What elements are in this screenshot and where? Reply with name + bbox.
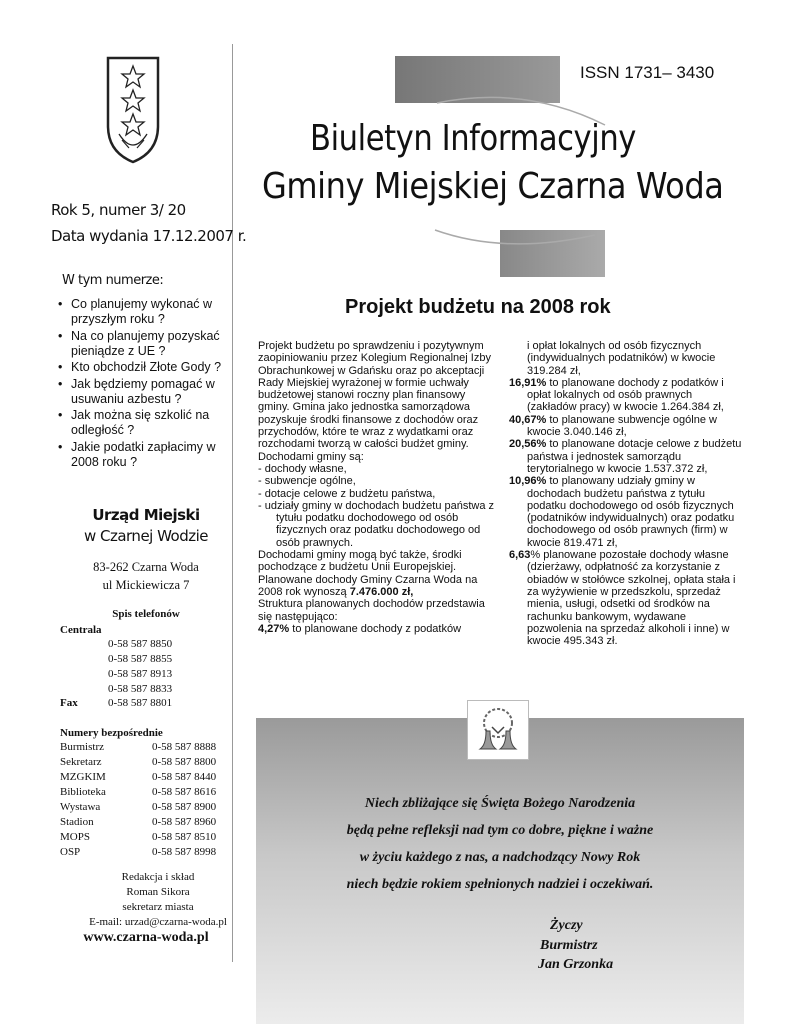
phone-number: 0-58 587 8855 xyxy=(108,653,173,665)
article-heading: Projekt budżetu na 2008 rok xyxy=(345,296,611,318)
toc-list xyxy=(58,297,230,471)
pct-text: to planowane dochody z podatków i opłat lokalnych od osób prawnych (zakładów pracy) w kwocie 1.264.384 zł, xyxy=(527,376,724,414)
pct-value: 4,27% xyxy=(258,622,290,635)
direct-row xyxy=(60,785,216,800)
issue-number: Rok 5, numer 3/ 20 xyxy=(51,201,186,219)
phone-number: 0-58 587 8833 xyxy=(108,683,173,695)
income-item: - dochody własne, xyxy=(258,462,347,475)
direct-row xyxy=(60,830,216,845)
direct-number: 0-58 587 8998 xyxy=(152,846,217,858)
direct-number: 0-58 587 8510 xyxy=(152,831,217,843)
direct-label: Wystawa xyxy=(60,801,101,813)
greeting-line: w życiu każdego z nas, a nadchodzący Nowy Rok xyxy=(359,850,641,865)
greeting-line: Niech zbliżające się Święta Bożego Narodzenia xyxy=(364,796,636,811)
toc-item: • Kto obchodził Złote Gody ? xyxy=(58,360,230,375)
pct-value: 16,91% xyxy=(509,376,547,389)
direct-number: 0-58 587 8440 xyxy=(152,771,217,783)
bulletin-title-line2: Gminy Miejskiej Czarna Woda xyxy=(262,166,724,207)
editor-block xyxy=(60,870,256,930)
christmas-bells-icon xyxy=(467,700,529,760)
signature-title: Burmistrz xyxy=(540,938,598,953)
centrala-numbers xyxy=(108,637,172,697)
phone-number: 0-58 587 8850 xyxy=(108,638,173,650)
toc-item: • Jak będziemy pomagać w usuwaniu azbestu ? xyxy=(58,377,230,407)
pct-item xyxy=(509,549,742,647)
column-divider xyxy=(232,44,233,962)
eu-note: Dochodami gminy mogą być także, środki pochodzące z budżetu Unii Europejskiej. xyxy=(258,549,462,574)
direct-label: OSP xyxy=(60,846,81,858)
direct-label: MOPS xyxy=(60,831,90,843)
income-item: - subwencje ogólne, xyxy=(258,475,356,488)
direct-row xyxy=(60,770,216,785)
pct-text: % planowane pozostałe dochody własne (dzierżawy, odpłatność za korzystanie z obiadów w stołówce szkolnej, opłata stała i za wyżywienie w przedszkolu, sprzedaż mienia, usługi, odsetki od środków na rachunku bankowym, wydawane pozwolenia na sprzedaż alkoholi i inne) w kwocie 495.343 zł. xyxy=(527,549,736,648)
pct-value: 20,56% xyxy=(509,438,547,451)
office-name xyxy=(60,505,232,547)
toc-item: • Jakie podatki zapłacimy w 2008 roku ? xyxy=(58,440,230,470)
editor-line3: sekretarz miasta xyxy=(122,901,194,913)
direct-label: MZGKIM xyxy=(60,771,106,783)
income-lead: Dochodami gminy są: xyxy=(258,450,364,463)
direct-row xyxy=(60,815,216,830)
pct-item xyxy=(509,475,742,549)
direct-row xyxy=(60,845,216,860)
greeting-line: będą pełne refleksji nad tym co dobre, piękne i ważne xyxy=(346,823,654,838)
greeting-text xyxy=(256,790,744,898)
office-address xyxy=(60,558,232,594)
phone-number: 0-58 587 8913 xyxy=(108,668,173,680)
direct-number: 0-58 587 8900 xyxy=(152,801,217,813)
direct-label: Burmistrz xyxy=(60,741,104,753)
address-line2: ul Mickiewicza 7 xyxy=(102,578,190,592)
income-item: - dotacje celowe z budżetu państwa, xyxy=(258,487,436,500)
coat-of-arms-icon xyxy=(105,56,161,164)
pct-item xyxy=(258,623,496,635)
direct-number: 0-58 587 8616 xyxy=(152,786,217,798)
direct-number: 0-58 587 8800 xyxy=(152,756,217,768)
address-line1: 83-262 Czarna Woda xyxy=(93,560,199,574)
direct-row xyxy=(60,740,216,755)
article-column-left xyxy=(258,340,496,635)
toc-item: • Co planujemy wykonać w przyszłym roku ? xyxy=(58,297,230,327)
structure-lead: Struktura planowanych dochodów przedstawia się następująco: xyxy=(258,598,485,623)
direct-number: 0-58 587 8960 xyxy=(152,816,217,828)
website-link[interactable]: www.czarna-woda.pl xyxy=(83,930,209,945)
pct-value: 40,67% xyxy=(509,413,547,426)
direct-number: 0-58 587 8888 xyxy=(152,741,217,753)
pct-text: to planowane dotacje celowe z budżetu państwa i jednostek samorządu terytorialnego w kwocie 1.537.372 zł, xyxy=(527,438,742,475)
toc-heading: W tym numerze: xyxy=(62,273,164,288)
phones-heading: Spis telefonów xyxy=(112,608,180,620)
signature-name: Jan Grzonka xyxy=(538,957,614,972)
pct-text: to planowany udziały gminy w dochodach budżetu państwa z tytułu podatku dochodowego od osób fizycznych (podatników indywidualnych) oraz podatku dochodowego od osób prawnych (firm) w kwocie 819.471 zł, xyxy=(527,475,735,549)
greeting-line: niech będzie rokiem spełnionych nadziei i oczekiwań. xyxy=(346,877,654,892)
issue-date: Data wydania 17.12.2007 r. xyxy=(51,227,247,245)
pct-value: 6,63 xyxy=(509,549,531,562)
income-item: - udziały gminy w dochodach budżetu państwa z tytułu podatku dochodowego od osób fizycznych oraz podatku dochodowego od osób prawnych. xyxy=(258,499,495,549)
pct-text: to planowane dochody z podatków xyxy=(289,622,462,635)
direct-numbers-table xyxy=(60,740,216,860)
email-link[interactable]: E-mail: urzad@czarna-woda.pl xyxy=(89,916,227,928)
office-name-line2: w Czarnej Wodzie xyxy=(83,527,209,545)
pct-text: to planowane subwencje ogólne w kwocie 3.040.146 zł, xyxy=(527,413,717,439)
fax-label: Fax xyxy=(60,697,78,709)
editor-line1: Redakcja i skład xyxy=(121,871,195,883)
direct-row xyxy=(60,800,216,815)
toc-item: • Na co planujemy pozyskać pieniądze z UE ? xyxy=(58,329,230,359)
toc-item: • Jak można się szkolić na odległość ? xyxy=(58,408,230,438)
planned-amount: 7.476.000 zł, xyxy=(349,585,414,598)
direct-row xyxy=(60,755,216,770)
direct-numbers-heading: Numery bezpośrednie xyxy=(60,727,163,739)
planned-intro: Planowane dochody Gminy Czarna Woda na 2008 rok wynoszą xyxy=(258,573,478,598)
fax-number: 0-58 587 8801 xyxy=(108,697,173,709)
centrala-label: Centrala xyxy=(60,624,102,636)
pct-item xyxy=(509,414,742,439)
article-intro: Projekt budżetu po sprawdzeniu i pozytywnym zaopiniowaniu przez Kolegium Regionalnej Izby Obrachunkowej w Gdańsku oraz po akceptacji Rady Miejskiej wyrażonej w formie uchwały budżetowej stanowi roczny plan finansowy gminy. Gmina jako jednostka samorządowa pozyskuje środki finansowe z dochodów oraz przychodów, które te wraz z wydatkami oraz rozchodami tworzą w całości budżet gminy. xyxy=(258,340,491,451)
direct-label: Biblioteka xyxy=(60,786,106,798)
editor-line2: Roman Sikora xyxy=(126,886,190,898)
bulletin-title-line1: Biuletyn Informacyjny xyxy=(310,118,636,159)
pct-continuation: i opłat lokalnych od osób fizycznych (indywidualnych podatników) w kwocie 319.284 zł, xyxy=(527,340,716,377)
pct-item xyxy=(509,377,742,414)
direct-label: Sekretarz xyxy=(60,756,102,768)
pct-value: 10,96% xyxy=(509,475,547,488)
planned-income xyxy=(258,574,496,599)
signature-wishes: Życzy xyxy=(550,918,583,933)
article-column-right xyxy=(509,340,742,647)
direct-label: Stadion xyxy=(60,816,94,828)
issn-number: ISSN 1731– 3430 xyxy=(580,63,715,82)
office-name-line1: Urząd Miejski xyxy=(92,506,200,524)
pct-item xyxy=(509,438,742,475)
